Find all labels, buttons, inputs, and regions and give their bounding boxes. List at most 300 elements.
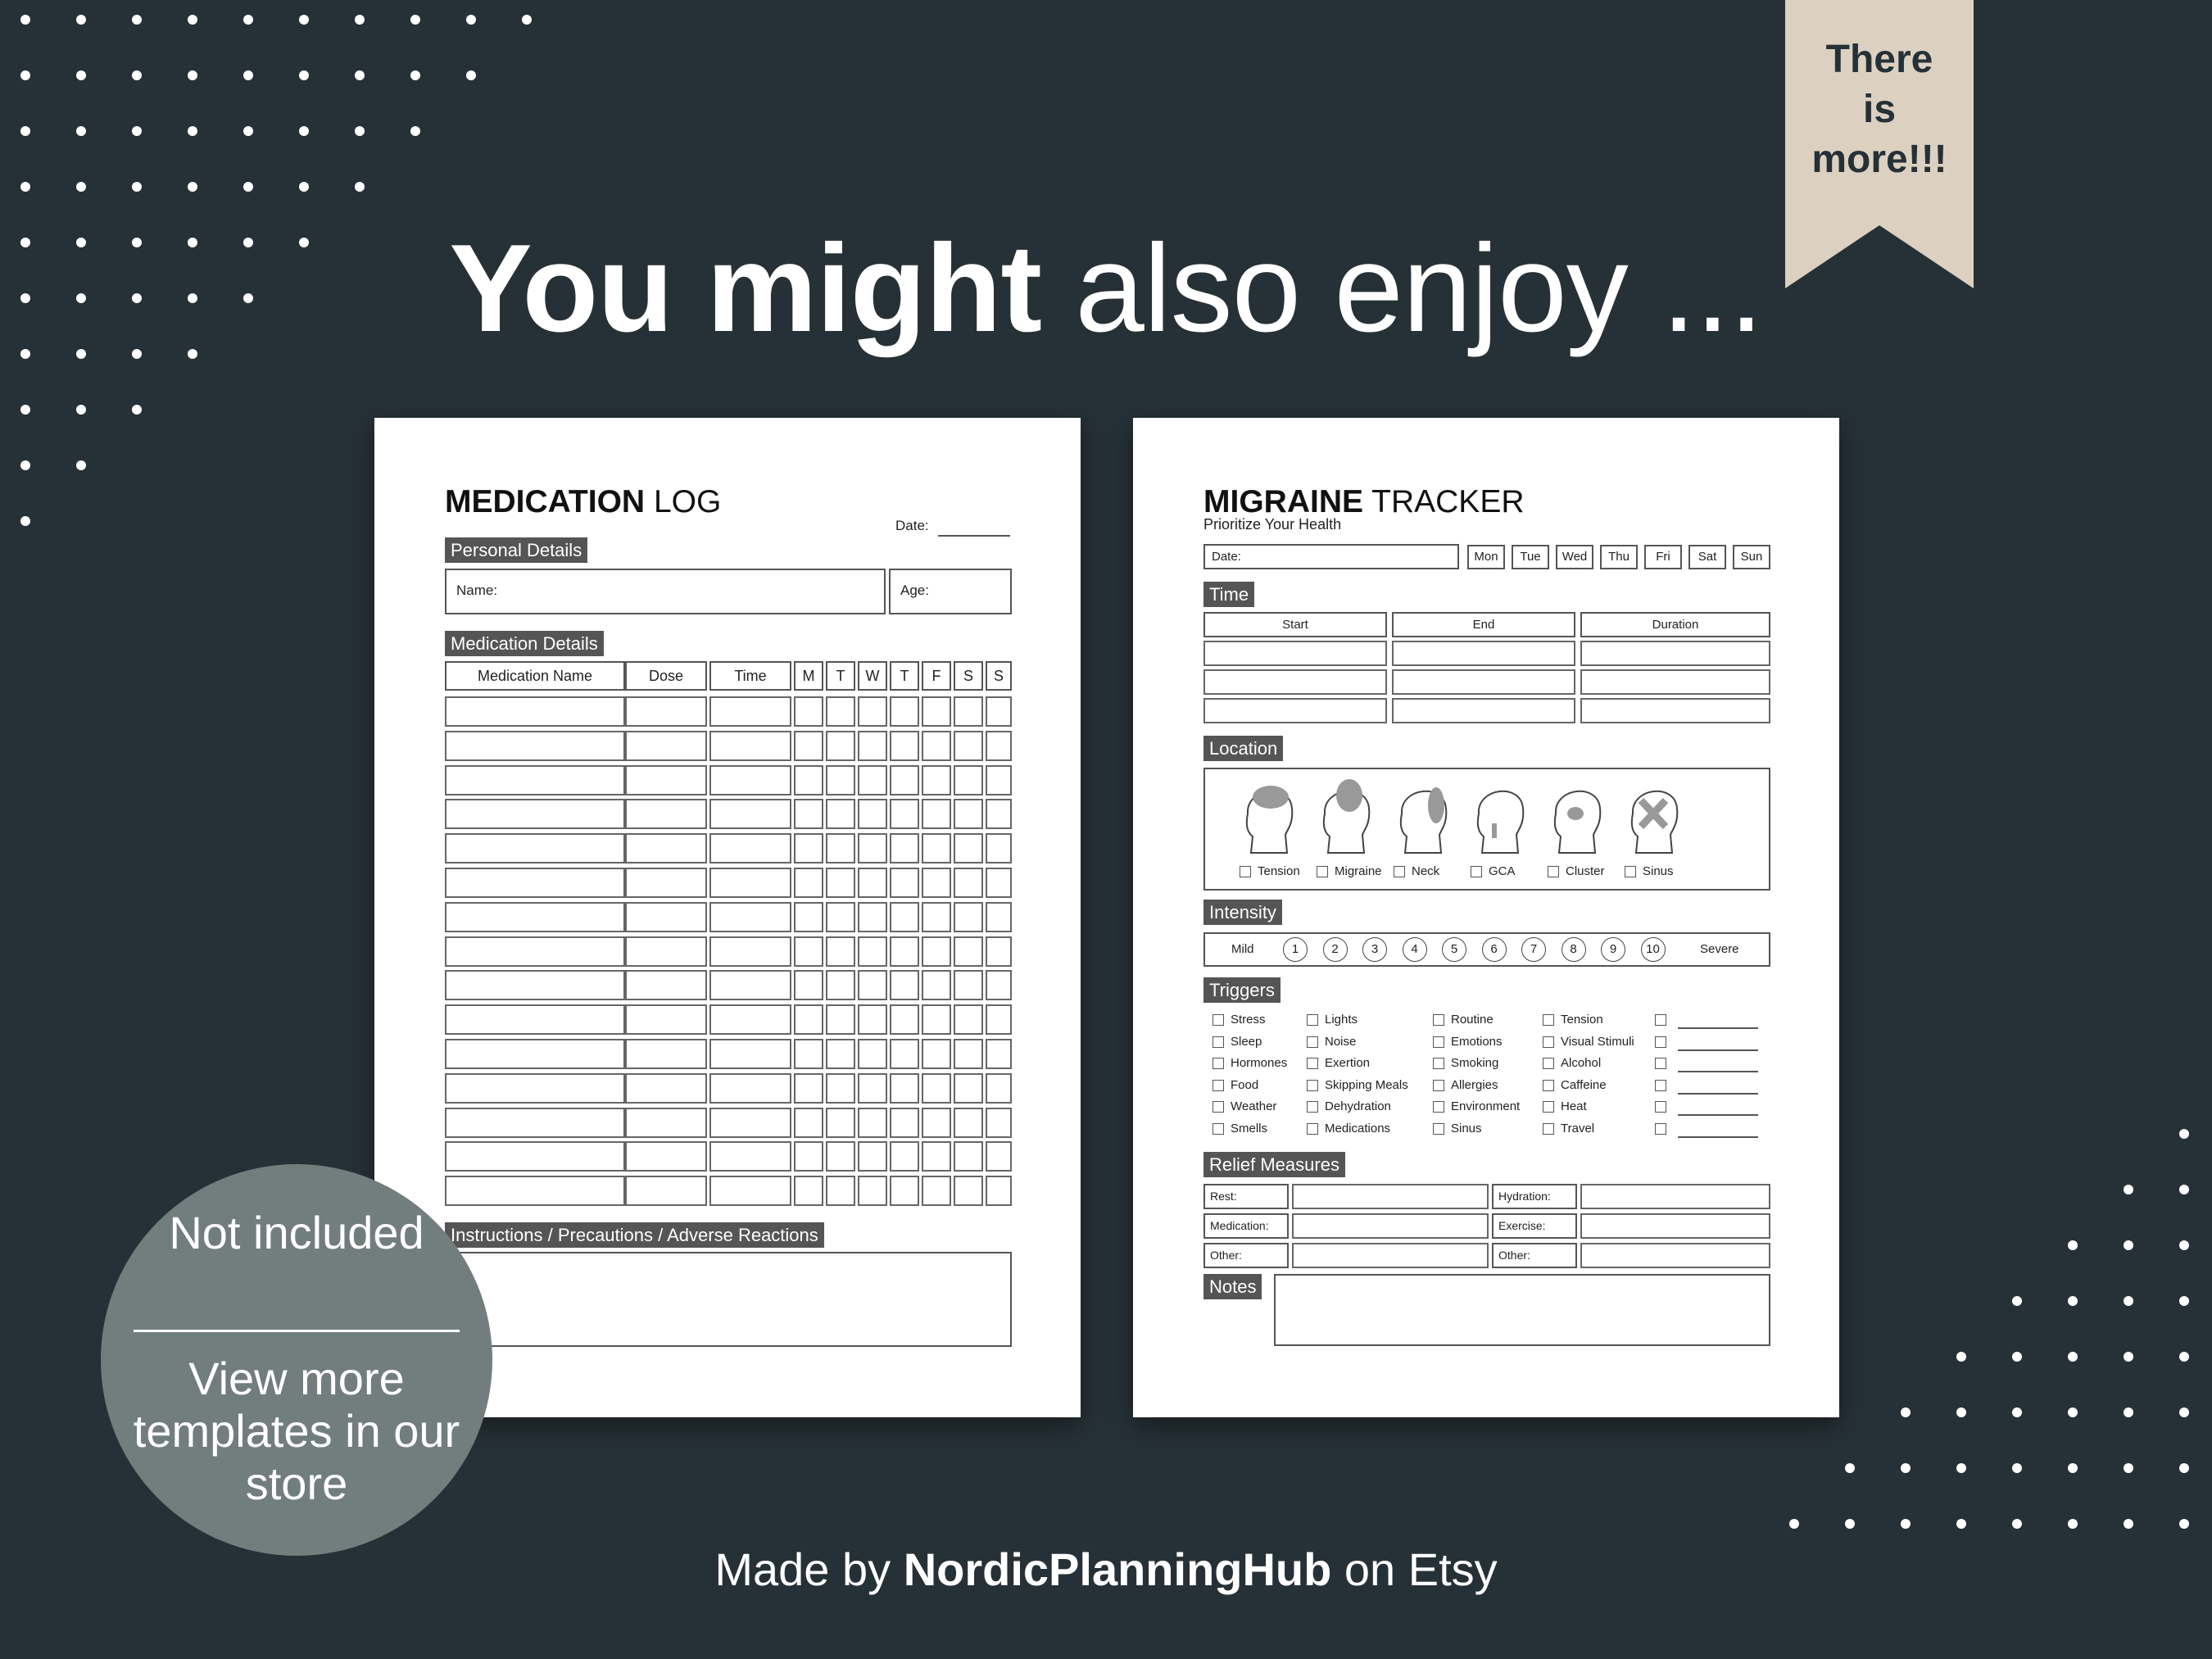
- table-cell: [890, 799, 919, 829]
- weekday-box: Fri: [1644, 545, 1682, 569]
- table-cell: [922, 696, 951, 727]
- relief-cell: [1580, 1184, 1770, 1209]
- decor-dot: [132, 126, 142, 136]
- table-cell: [625, 1004, 707, 1035]
- trigger-label: Stress: [1231, 1013, 1266, 1027]
- intensity-level: 1: [1283, 937, 1308, 962]
- head-icon: [1231, 773, 1305, 854]
- table-cell: [858, 765, 887, 796]
- table-cell: [445, 936, 625, 967]
- trigger-option: [1543, 1122, 1594, 1136]
- table-cell: [858, 902, 887, 932]
- checkbox-icon: [1655, 1123, 1666, 1135]
- checkbox-icon: [1213, 1123, 1224, 1135]
- table-cell: [794, 1141, 823, 1172]
- weekday-box: Sat: [1688, 545, 1726, 569]
- trigger-label: Lights: [1325, 1013, 1358, 1027]
- trigger-label: Sinus: [1451, 1122, 1482, 1135]
- trigger-label: Sleep: [1231, 1034, 1262, 1049]
- badge-bottom-text: View more templates in our store: [133, 1353, 460, 1509]
- decor-dot: [243, 126, 253, 136]
- table-cell: [858, 1039, 887, 1069]
- trigger-option: [1433, 1035, 1503, 1049]
- trigger-label: Hormones: [1231, 1056, 1288, 1071]
- decor-dot: [2068, 1240, 2078, 1250]
- decor-dot: [1956, 1463, 1966, 1473]
- table-cell: [986, 936, 1012, 967]
- checkbox-icon: [1433, 1123, 1444, 1135]
- table-cell: [826, 1108, 855, 1138]
- decor-dot: [2068, 1352, 2078, 1362]
- decor-dot: [188, 70, 197, 80]
- decor-dot: [76, 460, 86, 470]
- checkbox-icon: [1307, 1123, 1318, 1135]
- title-bold: MIGRAINE: [1203, 484, 1363, 519]
- decor-dot: [1901, 1407, 1911, 1417]
- ribbon-line: more!!!: [1811, 138, 1947, 181]
- location-label: Neck: [1412, 864, 1440, 878]
- checkbox-icon: [1543, 1036, 1554, 1048]
- table-cell: [890, 765, 919, 796]
- table-cell: [794, 731, 823, 761]
- trigger-option: [1213, 1056, 1287, 1071]
- trigger-option: [1543, 1078, 1607, 1093]
- table-cell: [922, 1141, 951, 1172]
- decor-dot: [2068, 1463, 2078, 1473]
- location-label: Cluster: [1566, 864, 1605, 878]
- decor-dot: [2124, 1296, 2133, 1306]
- table-cell: [922, 902, 951, 932]
- decor-dot: [1901, 1463, 1911, 1473]
- checkbox-icon: [1543, 1123, 1554, 1135]
- location-label: Tension: [1258, 864, 1300, 878]
- table-cell: [794, 1004, 823, 1035]
- decor-dot: [20, 15, 30, 25]
- decor-dot: [132, 15, 142, 25]
- table-cell: [794, 1073, 823, 1104]
- weekday-box: Thu: [1600, 545, 1638, 569]
- table-cell: [445, 1108, 625, 1138]
- decor-dot: [1845, 1463, 1855, 1473]
- decor-dot: [20, 70, 30, 80]
- table-cell: [858, 1176, 887, 1206]
- table-cell: [826, 731, 855, 761]
- table-cell: [709, 868, 791, 898]
- medication-log-title: [445, 483, 721, 521]
- checkbox-icon: [1307, 1058, 1318, 1069]
- decor-dot: [2179, 1240, 2189, 1250]
- checkbox-icon: [1543, 1080, 1554, 1091]
- trigger-option: [1213, 1122, 1267, 1136]
- section-notes: Notes: [1203, 1274, 1262, 1299]
- table-cell: [445, 833, 625, 863]
- table-cell: [858, 1108, 887, 1138]
- trigger-option: [1213, 1035, 1262, 1049]
- relief-label: Other:: [1492, 1243, 1577, 1268]
- table-cell: [445, 1039, 625, 1069]
- table-cell: [922, 765, 951, 796]
- table-cell: [890, 1176, 919, 1206]
- location-label: GCA: [1489, 864, 1516, 878]
- blank-line: [1678, 1136, 1758, 1138]
- table-cell: [922, 1073, 951, 1104]
- table-cell: [890, 1039, 919, 1069]
- blank-line: [1678, 1027, 1758, 1029]
- table-cell: [826, 696, 855, 727]
- checkbox-icon: [1240, 866, 1251, 877]
- table-cell: [625, 799, 707, 829]
- decor-dot: [299, 126, 309, 136]
- table-cell: [709, 1004, 791, 1035]
- decor-dot: [188, 126, 197, 136]
- intensity-level: 10: [1641, 937, 1666, 962]
- table-cell: [890, 1004, 919, 1035]
- table-cell: [709, 1176, 791, 1206]
- trigger-option: [1213, 1078, 1258, 1093]
- table-cell: [625, 731, 707, 761]
- table-cell: [445, 970, 625, 1000]
- head-icon: [1308, 773, 1382, 854]
- table-cell: [445, 731, 625, 761]
- table-cell: [922, 731, 951, 761]
- table-cell: [794, 696, 823, 727]
- table-cell: [794, 868, 823, 898]
- table-cell: [794, 970, 823, 1000]
- table-cell: [954, 731, 983, 761]
- decor-dot: [466, 70, 476, 80]
- location-option: [1317, 864, 1382, 879]
- section-location: Location: [1203, 736, 1283, 761]
- table-cell: [890, 696, 919, 727]
- checkbox-icon: [1433, 1014, 1444, 1026]
- decor-dot: [410, 70, 420, 80]
- checkbox-icon: [1548, 866, 1559, 877]
- checkbox-icon: [1213, 1036, 1224, 1048]
- trigger-label: Emotions: [1451, 1034, 1503, 1049]
- decor-dot: [2124, 1185, 2133, 1194]
- table-cell: [794, 833, 823, 863]
- table-cell: [858, 833, 887, 863]
- trigger-label: Visual Stimuli: [1561, 1034, 1634, 1049]
- trigger-option: [1307, 1056, 1370, 1071]
- relief-cell: [1292, 1243, 1489, 1268]
- headline-bold: You might: [449, 219, 1042, 358]
- decor-dot: [2179, 1519, 2189, 1529]
- table-cell: [445, 902, 625, 932]
- checkbox-icon: [1307, 1080, 1318, 1091]
- title-light: LOG: [653, 484, 722, 519]
- blank-line: [1678, 1093, 1758, 1095]
- table-cell: [625, 1039, 707, 1069]
- decor-dot: [355, 70, 365, 80]
- relief-cell: [1580, 1243, 1770, 1268]
- table-cell: [858, 696, 887, 727]
- decor-dot: [1901, 1519, 1911, 1529]
- table-cell: [445, 765, 625, 796]
- decor-dot: [2068, 1407, 2078, 1417]
- table-cell: [954, 936, 983, 967]
- table-cell: [986, 696, 1012, 727]
- intensity-level: 2: [1323, 937, 1348, 962]
- title-light: TRACKER: [1371, 484, 1525, 519]
- table-cell: [890, 1108, 919, 1138]
- table-cell: [986, 765, 1012, 796]
- table-cell: [858, 799, 887, 829]
- intensity-level: 5: [1442, 937, 1466, 962]
- table-cell: [858, 1141, 887, 1172]
- date-label: Date:: [895, 518, 929, 533]
- instructions-box: [445, 1252, 1012, 1347]
- trigger-option: [1307, 1035, 1356, 1049]
- section-triggers: Triggers: [1203, 977, 1281, 1003]
- ribbon-line: There: [1825, 38, 1933, 81]
- decor-dot: [2179, 1185, 2189, 1194]
- table-cell: [858, 731, 887, 761]
- intensity-max-label: Severe: [1700, 942, 1739, 956]
- table-cell: [890, 1141, 919, 1172]
- ribbon-text: [1785, 34, 1974, 184]
- table-cell: [826, 799, 855, 829]
- table-cell: [954, 1004, 983, 1035]
- decor-dot: [243, 70, 253, 80]
- column-header: F: [922, 661, 951, 691]
- trigger-label: Smells: [1231, 1122, 1268, 1135]
- table-cell: [625, 868, 707, 898]
- table-cell: [986, 799, 1012, 829]
- head-icon: [1385, 773, 1459, 854]
- decor-dot: [355, 126, 365, 136]
- table-cell: [890, 936, 919, 967]
- table-cell: [922, 970, 951, 1000]
- trigger-label: Travel: [1561, 1122, 1595, 1135]
- table-cell: [858, 1073, 887, 1104]
- trigger-option: [1433, 1013, 1494, 1027]
- checkbox-icon: [1655, 1014, 1666, 1026]
- weekday-box: Tue: [1512, 545, 1549, 569]
- date-line: [938, 535, 1010, 537]
- trigger-label: Skipping Meals: [1325, 1077, 1408, 1092]
- checkbox-icon: [1307, 1101, 1318, 1113]
- trigger-label: Dehydration: [1325, 1099, 1391, 1114]
- footer-prefix: Made by: [714, 1543, 891, 1595]
- head-icon: [1462, 773, 1536, 854]
- table-cell: [445, 1141, 625, 1172]
- table-cell: [922, 799, 951, 829]
- table-cell: [890, 868, 919, 898]
- decor-dot: [2124, 1519, 2133, 1529]
- trigger-label: Alcohol: [1561, 1056, 1602, 1071]
- decor-dot: [2068, 1519, 2078, 1529]
- trigger-option: [1307, 1078, 1408, 1093]
- trigger-label: Caffeine: [1561, 1077, 1607, 1092]
- column-header: S: [986, 661, 1012, 691]
- relief-cell: [1292, 1213, 1489, 1239]
- column-header: M: [794, 661, 823, 691]
- decor-dot: [20, 126, 30, 136]
- table-cell: [625, 936, 707, 967]
- location-label: Migraine: [1335, 864, 1382, 878]
- age-label: Age:: [900, 582, 929, 598]
- decor-dot: [355, 15, 365, 25]
- decor-dot: [299, 70, 309, 80]
- table-cell: [986, 1073, 1012, 1104]
- decor-dot: [355, 182, 365, 192]
- decor-dot: [466, 15, 476, 25]
- table-cell: [445, 799, 625, 829]
- blank-line: [1678, 1071, 1758, 1072]
- decor-dot: [2012, 1352, 2022, 1362]
- migraine-tracker-preview: [1133, 418, 1839, 1417]
- intensity-level: 7: [1521, 937, 1546, 962]
- decor-dot: [2124, 1463, 2133, 1473]
- table-cell: [625, 902, 707, 932]
- table-cell: [709, 696, 791, 727]
- section-personal-details: Personal Details: [445, 537, 587, 563]
- table-cell: [890, 731, 919, 761]
- table-cell: [625, 1108, 707, 1138]
- trigger-option: [1307, 1099, 1391, 1114]
- decor-dot: [2124, 1240, 2133, 1250]
- decor-dot: [2179, 1296, 2189, 1306]
- table-cell: [858, 1004, 887, 1035]
- decor-dot: [76, 405, 86, 415]
- table-cell: [445, 1073, 625, 1104]
- headline-light: also enjoy ...: [1075, 219, 1763, 358]
- decor-dot: [132, 405, 142, 415]
- table-cell: [625, 833, 707, 863]
- location-option: [1240, 864, 1300, 879]
- decor-dot: [243, 182, 253, 192]
- table-cell: [709, 1039, 791, 1069]
- table-cell: [625, 970, 707, 1000]
- decor-dot: [2179, 1352, 2189, 1362]
- table-cell: [890, 1073, 919, 1104]
- subtitle: Prioritize Your Health: [1203, 516, 1342, 533]
- trigger-option: [1307, 1122, 1390, 1136]
- table-cell: [954, 1141, 983, 1172]
- table-cell: [709, 902, 791, 932]
- footer-brand: NordicPlanningHub: [903, 1543, 1332, 1595]
- table-cell: [709, 1073, 791, 1104]
- decor-dot: [2179, 1463, 2189, 1473]
- medication-log-preview: [374, 418, 1081, 1417]
- column-header: Time: [709, 661, 791, 691]
- table-cell: [709, 731, 791, 761]
- table-cell: [922, 936, 951, 967]
- checkbox-icon: [1655, 1080, 1666, 1091]
- table-cell: [954, 696, 983, 727]
- table-cell: [794, 799, 823, 829]
- decor-dot: [1956, 1519, 1966, 1529]
- table-cell: [445, 1004, 625, 1035]
- decor-dot: [2068, 1296, 2078, 1306]
- table-cell: [986, 731, 1012, 761]
- table-cell: [794, 902, 823, 932]
- table-cell: [922, 833, 951, 863]
- name-label: Name:: [456, 582, 498, 598]
- title-bold: MEDICATION: [445, 484, 646, 519]
- decor-dot: [20, 405, 30, 415]
- table-cell: [445, 868, 625, 898]
- table-cell: [445, 1176, 625, 1206]
- trigger-option: [1213, 1099, 1276, 1114]
- section-instructions: Instructions / Precautions / Adverse Reactions: [445, 1222, 824, 1248]
- table-cell: [954, 833, 983, 863]
- table-cell: [826, 1141, 855, 1172]
- table-cell: [858, 970, 887, 1000]
- section-medication-details: Medication Details: [445, 631, 604, 656]
- location-option: [1548, 864, 1605, 879]
- decor-dot: [2012, 1407, 2022, 1417]
- table-cell: [794, 765, 823, 796]
- column-header: T: [890, 661, 919, 691]
- decor-dot: [76, 15, 86, 25]
- location-label: Sinus: [1643, 864, 1674, 878]
- decor-dot: [2012, 1519, 2022, 1529]
- table-cell: [858, 936, 887, 967]
- decor-dot: [410, 126, 420, 136]
- checkbox-icon: [1213, 1080, 1224, 1091]
- decor-dot: [2012, 1463, 2022, 1473]
- table-cell: [445, 696, 625, 727]
- trigger-option: [1543, 1035, 1634, 1049]
- table-cell: [954, 1073, 983, 1104]
- table-cell: [709, 936, 791, 967]
- decor-dot: [20, 516, 30, 526]
- checkbox-icon: [1655, 1036, 1666, 1048]
- trigger-label: Medications: [1325, 1122, 1391, 1135]
- section-time: Time: [1203, 582, 1254, 607]
- intensity-min-label: Mild: [1231, 942, 1254, 956]
- table-cell: [986, 1108, 1012, 1138]
- checkbox-icon: [1433, 1036, 1444, 1048]
- date-field: [1203, 544, 1459, 569]
- decor-dot: [132, 70, 142, 80]
- footer-credit: [0, 1537, 2212, 1602]
- table-cell: [890, 833, 919, 863]
- table-cell: [709, 970, 791, 1000]
- table-cell: [954, 765, 983, 796]
- checkbox-icon: [1433, 1080, 1444, 1091]
- table-cell: [794, 1176, 823, 1206]
- table-cell: [954, 1108, 983, 1138]
- ribbon-line: is: [1862, 88, 1897, 131]
- checkbox-icon: [1307, 1036, 1318, 1048]
- trigger-option: [1213, 1013, 1266, 1027]
- decor-dot: [188, 15, 197, 25]
- table-cell: [826, 1039, 855, 1069]
- decor-dot: [2179, 1129, 2189, 1139]
- trigger-label: Routine: [1451, 1013, 1494, 1027]
- table-cell: [709, 1141, 791, 1172]
- decor-dot: [20, 182, 30, 192]
- decor-dot: [1956, 1407, 1966, 1417]
- trigger-label: Smoking: [1451, 1056, 1499, 1071]
- date-label: Date:: [1212, 550, 1241, 564]
- table-cell: [826, 1176, 855, 1206]
- decor-dot: [243, 15, 253, 25]
- trigger-option: [1543, 1013, 1603, 1027]
- table-cell: [794, 936, 823, 967]
- intensity-level: 4: [1403, 937, 1427, 962]
- checkbox-icon: [1655, 1058, 1666, 1069]
- table-cell: [986, 902, 1012, 932]
- checkbox-icon: [1213, 1058, 1224, 1069]
- checkbox-icon: [1394, 866, 1405, 877]
- table-cell: [826, 970, 855, 1000]
- relief-label: Exercise:: [1492, 1213, 1577, 1239]
- checkbox-icon: [1213, 1014, 1224, 1026]
